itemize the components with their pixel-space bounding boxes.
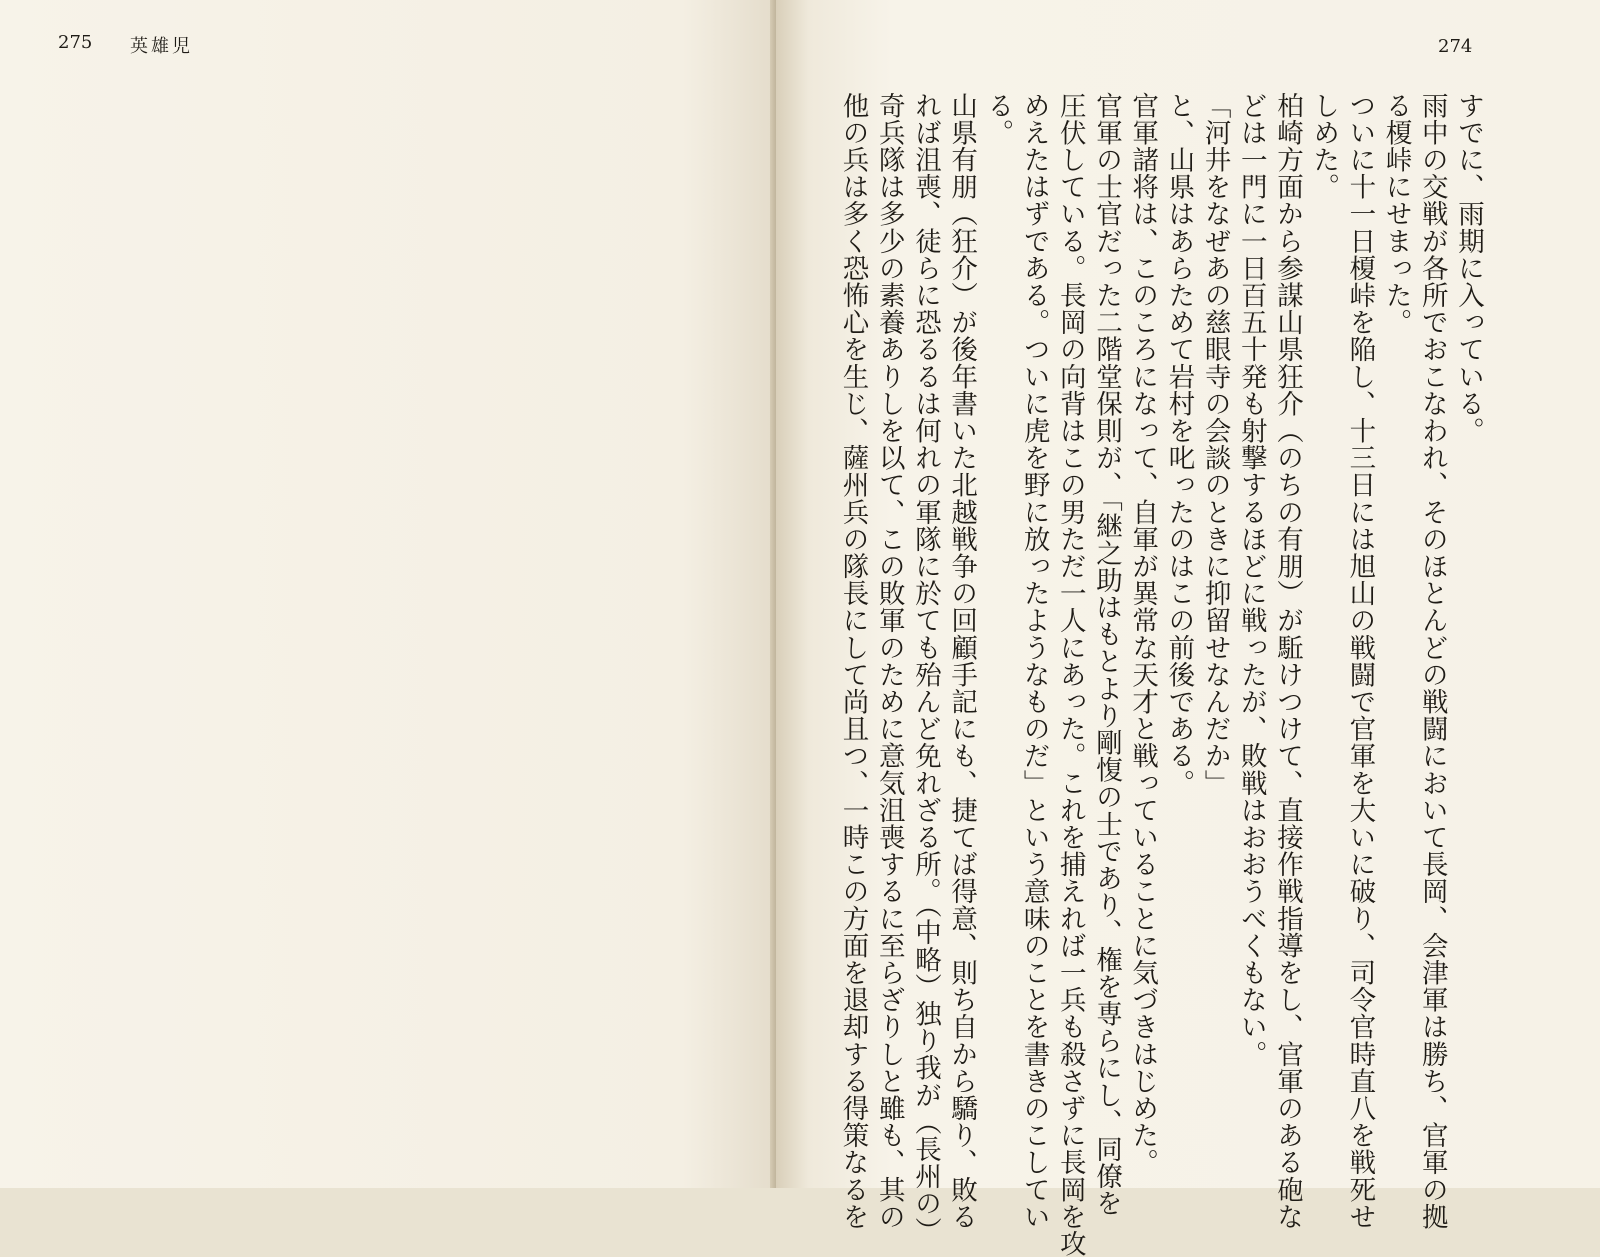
- text-column: る。: [982, 92, 1014, 147]
- text-column: 雨中の交戦が各所でおこなわれ、そのほとんどの戦闘において長岡、会津軍は勝ち、官軍の拠: [1416, 92, 1448, 1231]
- text-column: 他の兵は多く恐怖心を生じ、薩州兵の隊長にして尚且つ、一時この方面を退却する得策なるを: [837, 92, 869, 1231]
- text-column: 官軍の士官だった二階堂保則が、「継之助はもとより剛愎の士であり、権を専らにし、同僚を: [1090, 92, 1122, 1217]
- text-column: 圧伏している。長岡の向背はこの男ただ一人にあった。これを捕えれば一兵も殺さずに長岡を攻: [1054, 92, 1086, 1257]
- page-number-right: 274: [1438, 36, 1473, 57]
- text-column: と、山県はあらためて岩村を叱ったのはこの前後である。: [1163, 92, 1195, 797]
- right-text-block: [837, 92, 1486, 1257]
- text-column: ついに十一日榎峠を陥し、十三日には旭山の戦闘で官軍を大いに破り、司令官時直八を戦死せ: [1344, 92, 1376, 1231]
- text-column: めえたはずである。ついに虎を野に放ったようなものだ」という意味のことを書きのこしてい: [1018, 92, 1050, 1231]
- text-column: しめた。: [1308, 92, 1340, 201]
- text-column: 官軍諸将は、このころになって、自軍が異常な天才と戦っていることに気づきはじめた。: [1127, 92, 1159, 1176]
- text-column: る榎峠にせまった。: [1380, 92, 1412, 336]
- text-column: 山県有朋（狂介）が後年書いた北越戦争の回顧手記にも、捷てば得意、則ち自から驕り、敗る: [946, 92, 978, 1231]
- text-column: どは一門に一日百五十発も射撃するほどに戦ったが、敗戦はおおうべくもない。: [1235, 92, 1267, 1068]
- text-column: れば沮喪、徒らに恐るるは何れの軍隊に於ても殆んど免れざる所。（中略）独り我が（長州の）: [909, 92, 941, 1245]
- page-number-left: 275: [58, 32, 93, 53]
- text-column: すでに、雨期に入っている。: [1453, 92, 1484, 445]
- left-page: [0, 0, 776, 1188]
- text-column: 「河井をなぜあの慈眼寺の会談のときに抑留せなんだか」: [1199, 92, 1231, 797]
- running-title: 英雄児: [130, 36, 193, 57]
- text-column: 奇兵隊は多少の素養ありしを以て、この敗軍のために意気沮喪するに至らざりしと雖も、其の: [873, 92, 905, 1231]
- text-column: 柏崎方面から参謀山県狂介（のちの有朋）が駈けつけて、直接作戦指導をし、官軍のある砲な: [1271, 92, 1303, 1231]
